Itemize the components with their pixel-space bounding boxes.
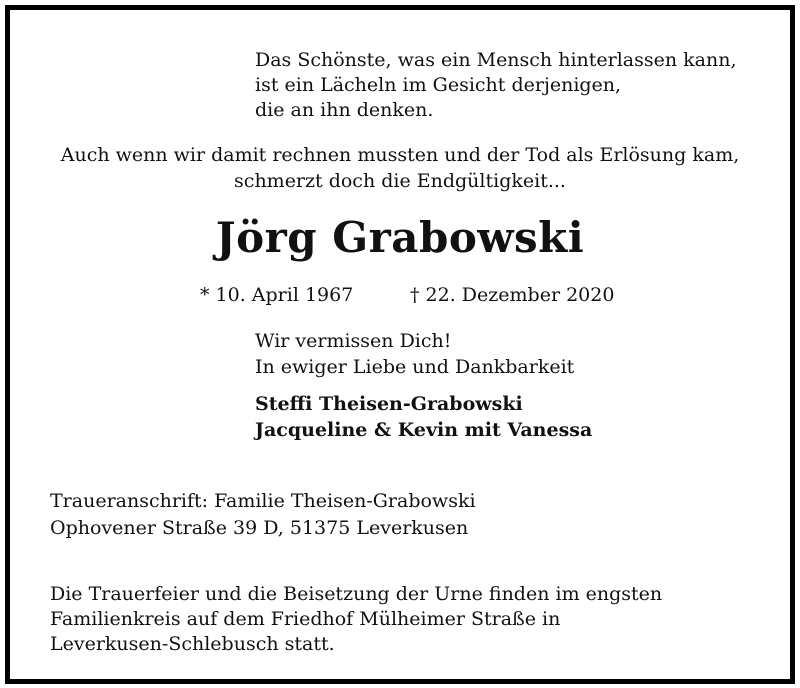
funeral-line: Familienkreis auf dem Friedhof Mülheimer Straße in <box>50 608 561 630</box>
intro-line: schmerzt doch die Endgültigkeit... <box>234 170 566 192</box>
mourner-line: Steffi Theisen-Grabowski <box>255 393 523 415</box>
funeral-notice <box>50 582 662 657</box>
funeral-line: Leverkusen-Schlebusch statt. <box>50 633 335 655</box>
funeral-line: Die Trauerfeier und die Beisetzung der Urne finden im engsten <box>50 583 663 605</box>
birth-date: * 10. April 1967 <box>200 284 354 306</box>
address-line: Ophovener Straße 39 D, 51375 Leverkusen <box>50 517 469 539</box>
quote-line: ist ein Lächeln im Gesicht derjenigen, <box>255 74 622 96</box>
address-line: Traueranschrift: Familie Theisen-Grabowski <box>50 490 476 512</box>
memorial-quote <box>255 48 737 123</box>
mourner-names <box>255 391 592 443</box>
quote-line: die an ihn denken. <box>255 99 434 121</box>
message-line: In ewiger Liebe und Dankbarkeit <box>255 356 575 378</box>
farewell-message <box>255 328 574 380</box>
message-line: Wir vermissen Dich! <box>255 330 452 352</box>
death-date: † 22. Dezember 2020 <box>410 284 615 306</box>
quote-line: Das Schönste, was ein Mensch hinterlassen kann, <box>255 49 737 71</box>
mourner-line: Jacqueline & Kevin mit Vanessa <box>255 419 593 441</box>
intro-text <box>10 142 790 194</box>
intro-line: Auch wenn wir damit rechnen mussten und der Tod als Erlösung kam, <box>60 144 740 166</box>
obituary-frame <box>5 5 795 684</box>
condolence-address <box>50 488 476 542</box>
deceased-name: Jörg Grabowski <box>215 213 585 262</box>
